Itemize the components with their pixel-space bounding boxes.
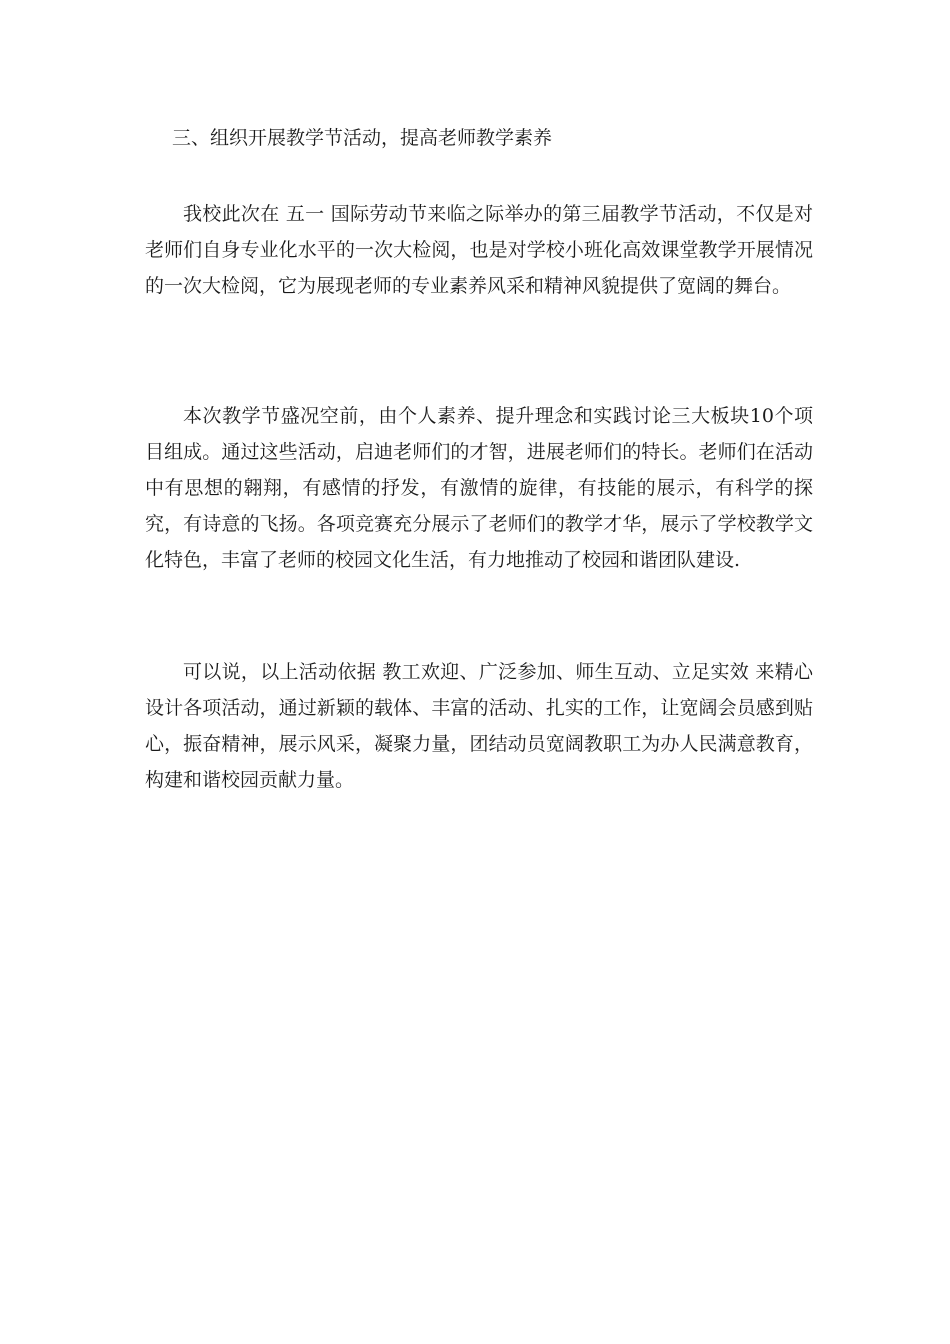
paragraph-1: 我校此次在 五一 国际劳动节来临之际举办的第三届教学节活动，不仅是对老师们自身专业化水平的一次大检阅，也是对学校小班化高效课堂教学开展情况的一次大检阅，它为展现老师的专业素养风采和精神风貌提供了宽阔的舞台。 <box>145 203 813 297</box>
section-heading: 三、组织开展教学节活动，提高老师教学素养 <box>172 127 553 149</box>
paragraph-2: 本次教学节盛况空前，由个人素养、提升理念和实践讨论三大板块10个项目组成。通过这些活动，启迪老师们的才智，进展老师们的特长。老师们在活动中有思想的翱翔，有感情的抒发，有激情的旋律，有技能的展示，有科学的探究，有诗意的飞扬。各项竞赛充分展示了老师们的教学才华，展示了学校教学文化特色，丰富了老师的校园文化生活，有力地推动了校园和谐团队建设. <box>145 405 813 571</box>
paragraph-3: 可以说，以上活动依据 教工欢迎、广泛参加、师生互动、立足实效 来精心设计各项活动，通过新颖的载体、丰富的活动、扎实的工作，让宽阔会员感到贴心，振奋精神，展示风采，凝聚力量，团结动员宽阔教职工为办人民满意教育，构建和谐校园贡献力量。 <box>145 661 813 791</box>
